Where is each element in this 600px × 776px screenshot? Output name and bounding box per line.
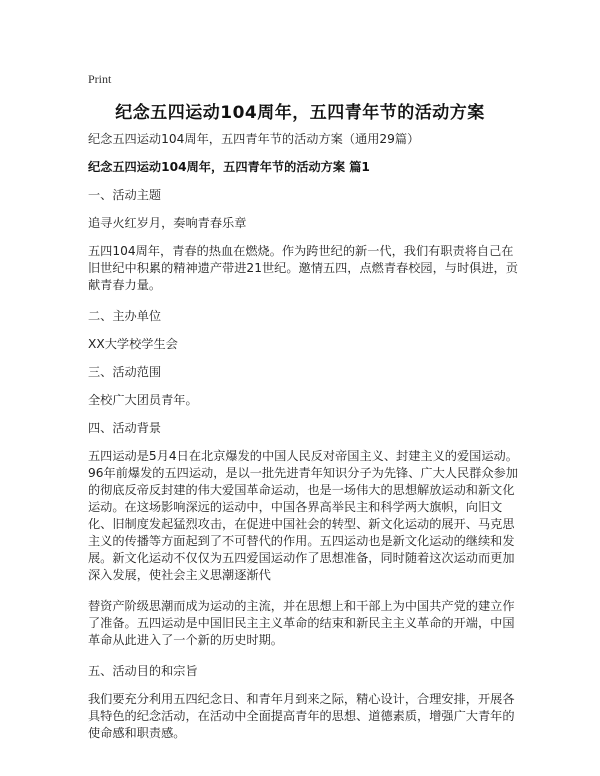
heading-purpose: 五、活动目的和宗旨 [88, 664, 198, 678]
heading-theme: 一、活动主题 [88, 188, 162, 202]
organizer-text: XX大学校学生会 [88, 337, 178, 351]
heading-organizer: 二、主办单位 [88, 309, 162, 323]
background-paragraph: 五四运动是5月4日在北京爆发的中国人民反对帝国主义、封建主义的爱国运动。96年前爆发的五四运动，是以一批先进青年知识分子为先锋、广大人民群众参加的彻底反帝反封建的伟大爱国革命运动，也是一场伟大的思想解放运动和新文化运动。在这场影响深远的运动中，中国各界高举民主和科学两大旗帜，向旧文化、旧制度发起猛烈攻击，在促进中国社会的转型、新文化运动的展开、马克思主义的传播等方面起到了不可替代的作用。五四运动也是新文化运动的继续和发展。新文化运动不仅仅为五四爱国运动作了思想准备，同时随着这次运动而更加深入发展，使社会主义思潮逐渐代 [88, 449, 518, 582]
background-paragraph-continued: 替资产阶级思潮而成为运动的主流，并在思想上和干部上为中国共产党的建立作了准备。五四运动是中国旧民主主义革命的结束和新民主主义革命的开端，中国革命从此进入了一个新的历史时期。 [88, 599, 515, 647]
heading-background: 四、活动背景 [88, 421, 162, 435]
heading-scope: 三、活动范围 [88, 365, 162, 379]
intro-paragraph: 五四104周年，青春的热血在燃烧。作为跨世纪的新一代，我们有职责将自己在旧世纪中积累的精神遗产带进21世纪。邀情五四，点燃青春校园，与时俱进，贡献青春力量。 [88, 244, 518, 292]
document-body [88, 131, 518, 753]
scope-text: 全校广大团员青年。 [88, 393, 198, 407]
print-label[interactable]: Print [88, 72, 112, 86]
page-title: 纪念五四运动104周年，五四青年节的活动方案 [115, 103, 485, 123]
theme-text: 追寻火红岁月，奏响青春乐章 [88, 216, 247, 230]
document-subtitle: 纪念五四运动104周年，五四青年节的活动方案（通用29篇） [88, 132, 420, 146]
purpose-paragraph: 我们要充分利用五四纪念日、和青年月到来之际，精心设计，合理安排，开展各具特色的纪念活动，在活动中全面提高青年的思想、道德素质，增强广大青年的使命感和职责感。 [88, 692, 515, 740]
section-heading: 纪念五四运动104周年，五四青年节的活动方案 篇1 [88, 160, 370, 174]
